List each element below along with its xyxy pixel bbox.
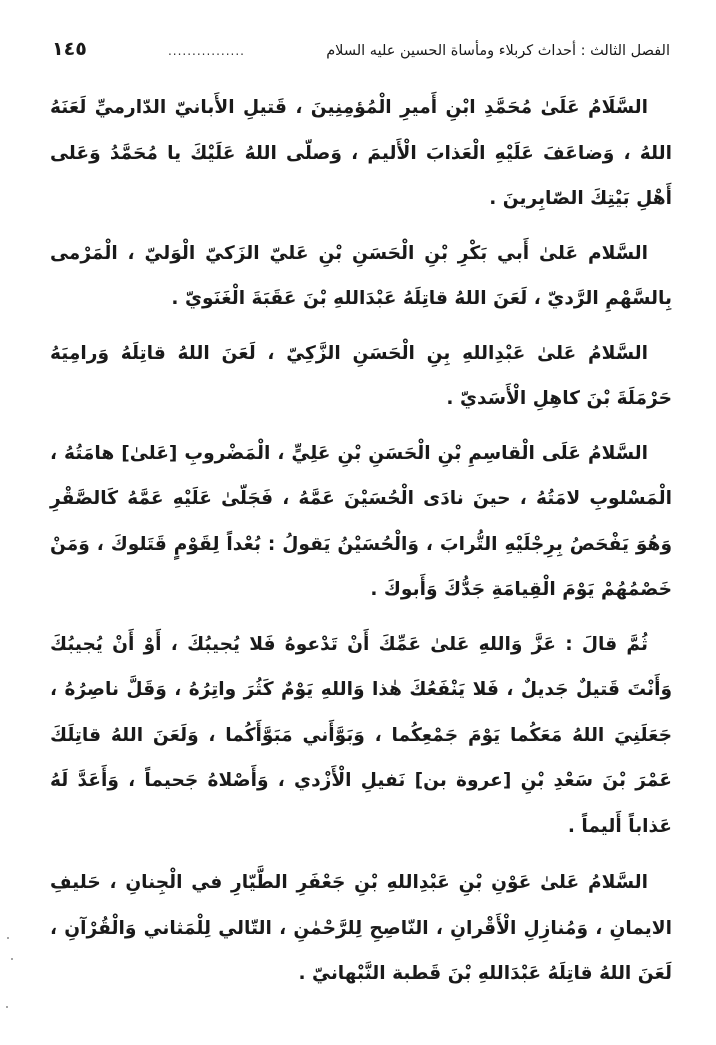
paragraph: السَّلَامُ عَلَىٰ مُحَمَّدِ ابْنِ أَميرِ الْمُؤمِنِينَ ، قَتيلِ الأَبانيّ الدّارميِّ لَعَنَهُ اللهُ ، وَضاعَفَ عَلَيْهِ الْعَذابَ الْأَليمَ ، وَصلّى اللهُ عَلَيْكَ يا مُحَمَّدُ وَعَلى أَهْلِ بَيْتِكَ الصّابِرينَ .	[50, 97, 672, 209]
page-number: ١٤٥	[52, 38, 87, 60]
paragraph: السَّلامُ عَلَى الْقاسِمِ بْنِ الْحَسَنِ بْنِ عَلِيٍّ ، الْمَضْروبِ [عَلىٰ] هامَتُهُ ، الْمَسْلوبِ لامَتُهُ ، حينَ نادَى الْحُسَيْنَ عَمَّهُ ، فَجَلّىٰ عَلَيْهِ عَمَّهُ كَالصَّقْرِ وَهُوَ يَفْحَصُ بِرِجْلَيْهِ التُّرابَ ، وَالْحُسَيْنُ يَقولُ : بُعْداً لِقَوْمٍ قَتَلوكَ ، وَمَنْ خَصْمُهُمْ يَوْمَ الْقِيامَةِ جَدُّكَ وَأَبوكَ .	[50, 442, 672, 600]
chapter-title: الفصل الثالث : أحداث كربلاء ومأساة الحسين عليه السلام	[326, 43, 670, 59]
paragraph: ثُمَّ قالَ : عَزَّ وَاللهِ عَلىٰ عَمِّكَ أَنْ تَدْعوهُ فَلا يُجيبُكَ ، أَوْ أَنْ يُجيبُكَ وَأَنْتَ قَتيلٌ جَديلٌ ، فَلا يَنْفَعُكَ هٰذا وَاللهِ يَوْمٌ كَثُرَ واتِرُهُ ، وَقَلَّ ناصِرُهُ ، جَعَلَنِيَ اللهُ مَعَكُما يَوْمَ جَمْعِكُما ، وَبَوَّأَني مَبَوَّأَكُما ، وَلَعَنَ اللهُ قاتِلَكَ عَمْرَ بْنَ سَعْدِ بْنِ [عروة بن] نَفيلِ الْأَزْدي ، وَأَصْلاهُ جَحيماً ، وَأَعَدَّ لَهُ عَذاباً أَليماً .	[50, 633, 672, 837]
scan-speck	[7, 937, 9, 939]
book-page	[50, 38, 672, 988]
paragraph: السَّلام عَلىٰ أَبي بَكْرِ بْنِ الْحَسَنِ بْنِ عَليّ الزَكيّ الْوَليّ ، الْمَرْمى بِالسَّهْمِ الرَّديّ ، لَعَنَ اللهُ قاتِلَهُ عَبْدَاللهِ بْنَ عَقَبَةَ الْغَنَويّ .	[50, 242, 672, 309]
scan-speck	[11, 958, 13, 960]
leader-dots: ................	[167, 44, 245, 58]
paragraph: السَّلامُ عَلىٰ عَبْدِاللهِ بِنِ الْحَسَنِ الزَّكِيّ ، لَعَنَ اللهُ قاتِلَهُ وَرامِيَهُ حَرْمَلَةَ بْنَ كاهِلِ الْأَسَديّ .	[50, 342, 672, 409]
running-header	[50, 38, 672, 62]
page-body	[50, 85, 672, 997]
scan-speck	[6, 1006, 8, 1008]
paragraph: السَّلامُ عَلىٰ عَوْنِ بْنِ عَبْدِاللهِ بْنِ جَعْفَرِ الطَّيّارِ في الْجِنانِ ، حَليفِ الايمانِ ، وَمُنازِلِ الْأَقْرانِ ، النّاصِحِ لِلرَّحْمٰنِ ، التّالي لِلْمَثاني وَالْقُرْآنِ ، لَعَنَ اللهُ قاتِلَهُ عَبْدَاللهِ بْنَ قَطبة النَّبْهانيّ .	[50, 872, 672, 984]
